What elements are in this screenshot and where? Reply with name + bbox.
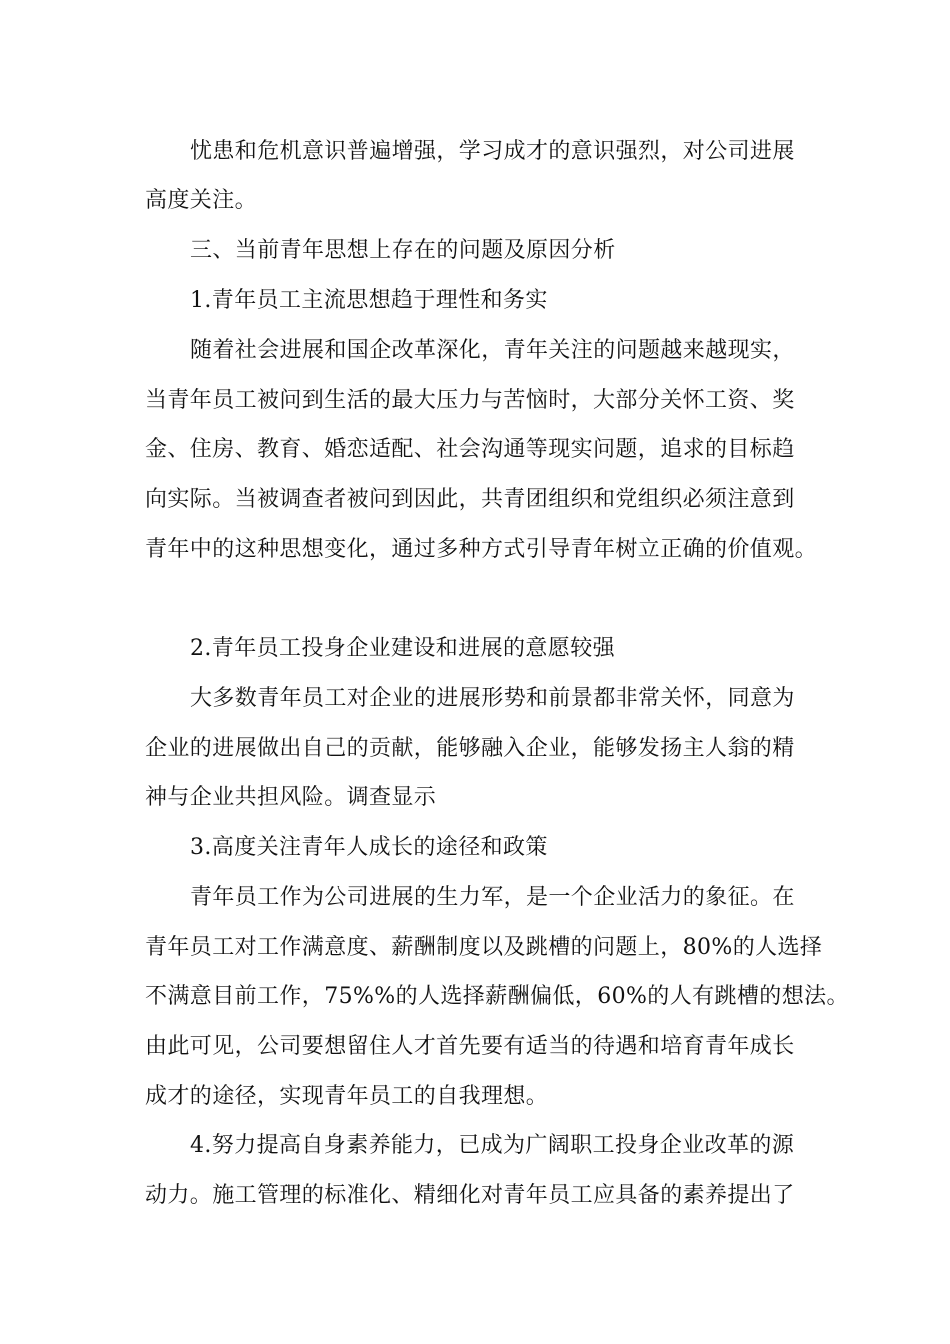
paragraph-line: 忧患和危机意识普遍增强，学习成才的意识强烈，对公司进展 [190,139,795,164]
paragraph-line: 不满意目前工作，75%%的人选择薪酬偏低，60%的人有跳槽的想法。 [145,984,849,1009]
paragraph-line: 企业的进展做出自己的贡献，能够融入企业，能够发扬主人翁的精 [145,736,795,761]
paragraph-line: 由此可见，公司要想留住人才首先要有适当的待遇和培育青年成长 [145,1034,795,1059]
paragraph-line: 当青年员工被问到生活的最大压力与苦恼时，大部分关怀工资、奖 [145,388,795,413]
paragraph-line: 动力。施工管理的标准化、精细化对青年员工应具备的素养提出了 [145,1183,795,1208]
paragraph-line: 青年员工对工作满意度、薪酬制度以及跳槽的问题上，80%的人选择 [145,935,823,960]
paragraph-line: 4.努力提高自身素养能力，已成为广阔职工投身企业改革的源 [190,1133,795,1158]
paragraph-line: 金、住房、教育、婚恋适配、社会沟通等现实问题，追求的目标趋 [145,437,795,462]
paragraph-line: 高度关注。 [145,188,258,213]
subsection-heading: 3.高度关注青年人成长的途径和政策 [190,835,548,860]
paragraph-line: 神与企业共担风险。调查显示 [145,785,437,810]
section-heading: 三、当前青年思想上存在的问题及原因分析 [190,238,616,263]
paragraph-line: 青年中的这种思想变化，通过多种方式引导青年树立正确的价值观。 [145,537,818,562]
paragraph-line: 向实际。当被调查者被问到因此，共青团组织和党组织必须注意到 [145,487,795,512]
subsection-heading: 1.青年员工主流思想趋于理性和务实 [190,288,548,313]
paragraph-line: 成才的途径，实现青年员工的自我理想。 [145,1084,549,1109]
paragraph-line: 青年员工作为公司进展的生力军，是一个企业活力的象征。在 [190,885,795,910]
subsection-heading: 2.青年员工投身企业建设和进展的意愿较强 [190,636,615,661]
paragraph-line: 随着社会进展和国企改革深化，青年关注的问题越来越现实， [190,338,795,363]
paragraph-line: 大多数青年员工对企业的进展形势和前景都非常关怀，同意为 [190,686,795,711]
